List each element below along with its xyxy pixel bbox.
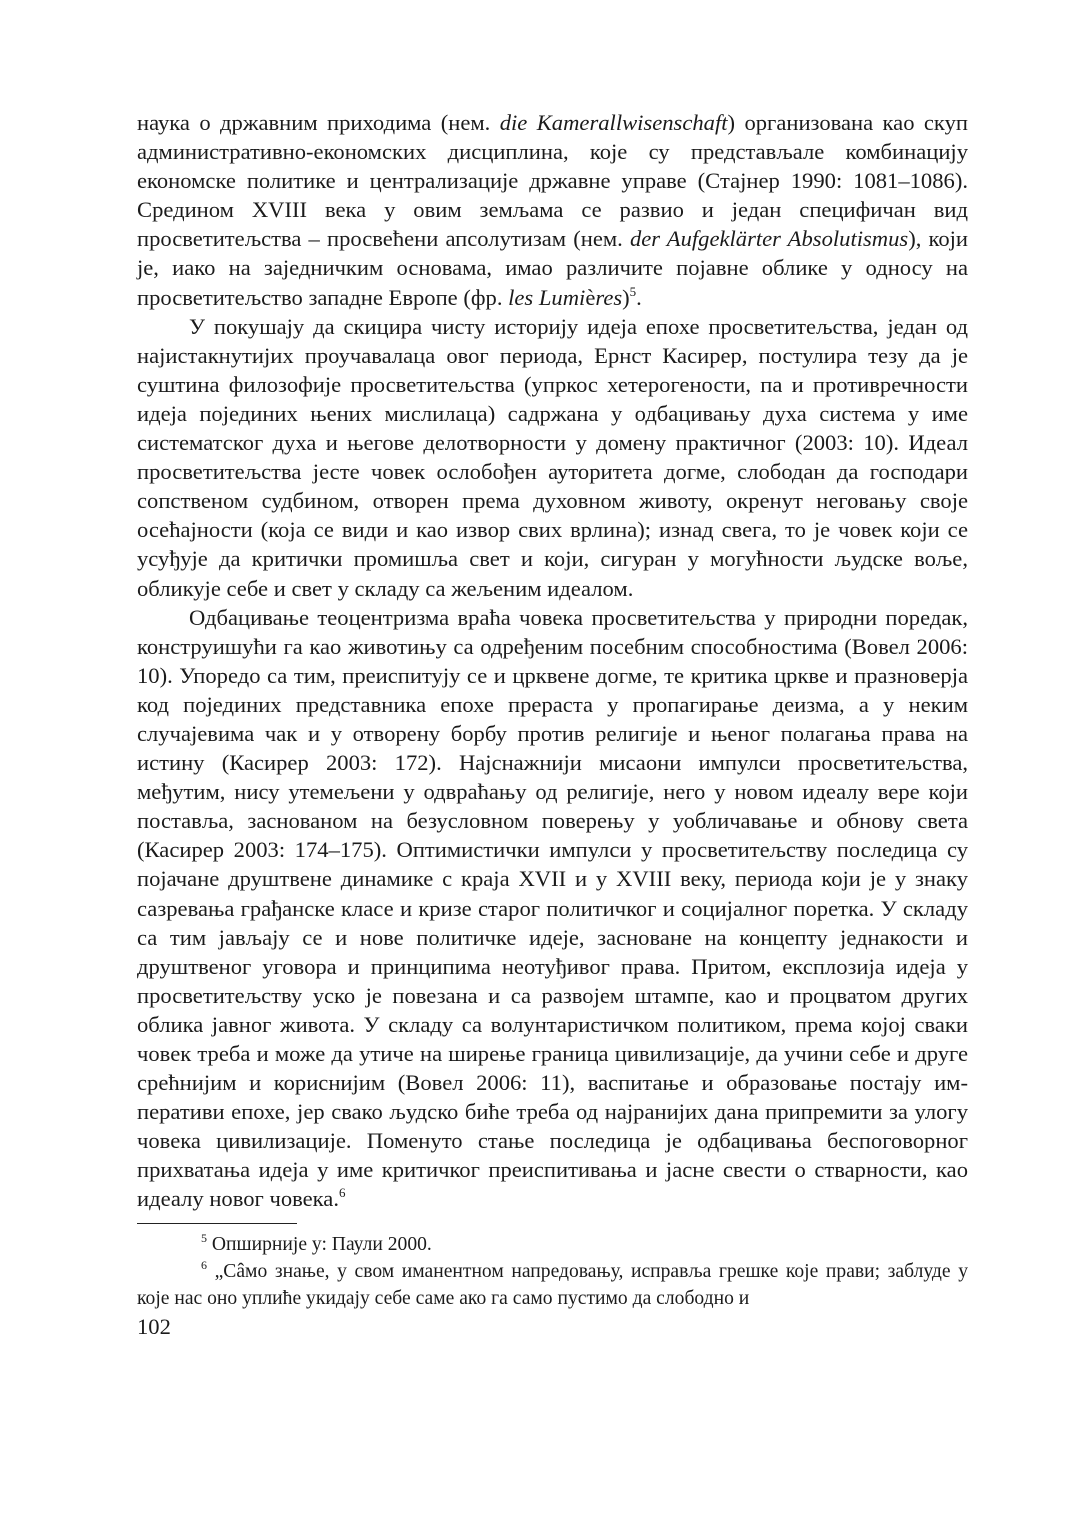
footnote-reference: 5 xyxy=(629,283,637,299)
text-run: ) xyxy=(622,284,630,310)
text-run: . xyxy=(636,284,642,310)
page-body xyxy=(137,108,968,1341)
text-run: Одбацивање теоцентризма враћа човека просветитељства у природни поредак, конструишући га као животињу са одређеним посебним способностима (Вовел 2006: 10). Упоредо са тим, преиспитују се и црквене догме, те критика цркве и празноверја код појединих представника епохе прераста у пропагирање деизма, а у неким случајевима чак и у отворену борбу против религије и њеног полагања права на истину (Касирер 2003: 172). Најснажнији мисаони импулси просветитељства, међутим, нису утемељени у одвраћању од религије, него у новом идеалу вере који поставља, заснованом на безусловном поверењу у уобличавање и обнову света (Касирер 2003: 174–175). Оптимистички импулси у просветитељству последица су појачане друштвене динамике с краја XVII и у XVIII веку, периода који је у знаку сазревања грађанске класе и кризе старог политичког и социјалног поретка. У складу са тим јављају се и нове политичке идеје, засноване на концепту једнакости и друштвеног уговора и принципима неотуђивог права. Притом, експлозија идеја у просветитељству уско је повезана и са развојем штампе, као и процватом других облика јавног живота. У складу са волунтаристичком политиком, према којој сваки човек треба и може да утиче на ширење граница цивилизације, да учини себе и друге срећнијим и кориснијим (Вовел 2006: 11), васпитање и образовање постају императиви епохе, јер свако људско биће треба од најранијих дана припремити за улогу човека цивилизације. Поменуто стање последица је одбацивања беспоговорног прихватања идеја у име критичког преиспитивања и јасне свести о стварности, као идеалу новог човека. xyxy=(137,604,968,1212)
footnote-6 xyxy=(137,1258,968,1312)
text-run: наука о државним приходима (нем. xyxy=(137,110,500,135)
italic-term: res xyxy=(595,284,623,310)
italic-term: die Kamerallwisenschaft xyxy=(499,110,728,135)
paragraph-2 xyxy=(137,312,968,603)
text-run: У покушају да скицира чисту историју идеја епохе просветитељства, један од најистакнутијих проучавалаца овог периода, Ернст Касирер, постулира тезу да је суштина филозофије просветитељства (упркос хетерогености, па и противречности идеја појединих њених мислилаца) садржана у одбацивању духа система у име систематског духа и његове делотворности у домену практичног (2003: 10). Идеал просветитељства јесте човек ослобођен ауторитета догме, слободан да господари сопственом судбином, отворен према духовном животу, окренут неговању своје осећајности (која се види и као извор свих врлина); изнад свега, то је човек који се усуђује да критички промишља свет и који, сигуран у могућности људске воље, обликује себе и свет у складу са жељеним идеалом. xyxy=(137,313,968,601)
footnote-6-marker: 6 xyxy=(201,1257,207,1272)
footnote-divider xyxy=(137,1223,297,1224)
text-run: ) организована као скуп административно-економских дисциплина, које су представљале комбинацију економске политике и централизације државне управе (Стајнер 1990: 1081–1086). Средином XVIII века у овим земљама се развио и један специфичан вид просветитељства – просвећени апсолутизам (нем. xyxy=(137,110,968,252)
paragraph-1 xyxy=(137,108,968,312)
footnote-5 xyxy=(137,1231,968,1258)
text-run: ), који је, иако на заједничким основама, имао различите појавне облике у односу на просветитељство западне Европе (фр. xyxy=(137,226,968,310)
footnote-5-text: Опширније у: Паули 2000. xyxy=(207,1233,432,1255)
italic-term: les Lumi xyxy=(508,284,586,310)
text-run: è xyxy=(585,284,596,310)
footnote-6-text: „Сâмо знање, у свом иманентном напредовању, исправља грешке које прави; заблуде у које нас оно уплиће укидају себе саме ако га само пустимо да слободно и xyxy=(137,1260,968,1309)
italic-term: der Aufgeklärter Absolutismus xyxy=(629,226,909,252)
footnote-5-marker: 5 xyxy=(201,1230,207,1245)
paragraph-3 xyxy=(137,603,968,1214)
footnote-reference: 6 xyxy=(339,1185,346,1201)
page-number: 102 xyxy=(137,1313,171,1339)
